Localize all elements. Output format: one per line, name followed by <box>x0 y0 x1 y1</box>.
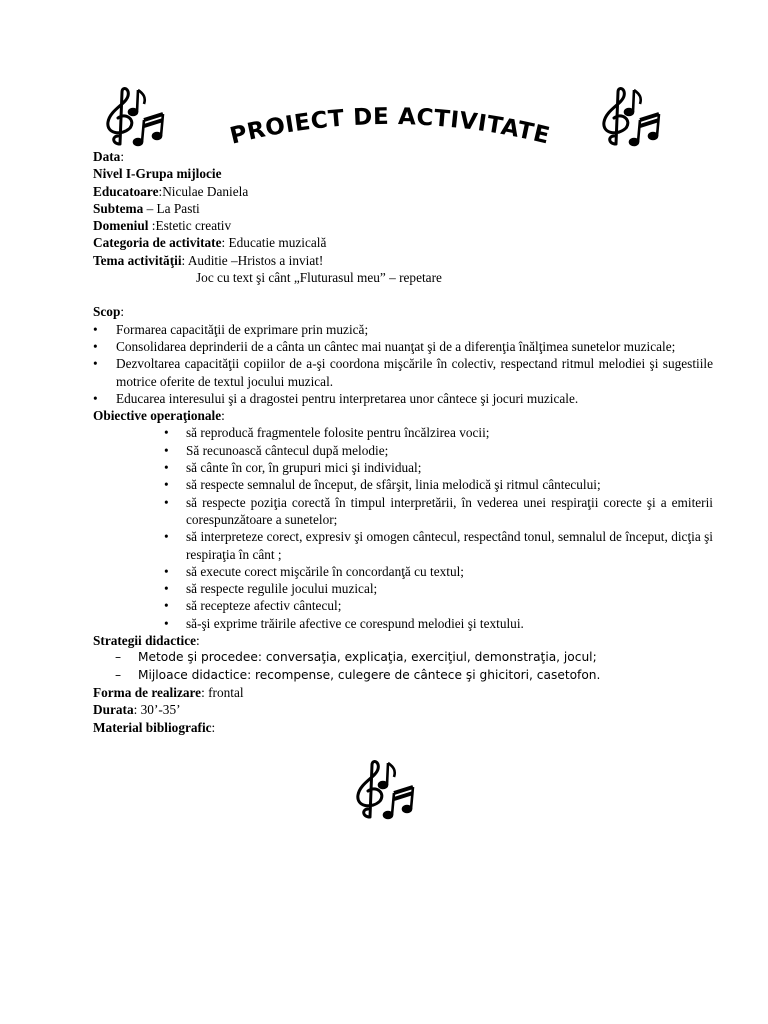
section-strategii-heading: Strategii didactice: <box>93 633 200 649</box>
field-nivel: Nivel I-Grupa mijlocie <box>93 166 222 182</box>
title-text: PROIECT DE ACTIVITATE <box>227 103 553 150</box>
music-notes-icon <box>350 757 420 823</box>
field-tema: Tema activităţii: Auditie –Hristos a inviat! <box>93 252 324 268</box>
document-body <box>93 148 713 736</box>
field-educatoare: Educatoare:Niculae Daniela <box>93 183 249 199</box>
svg-text:PROIECT DE ACTIVITATE <box>228 104 553 150</box>
list-item: • să respecte semnalul de început, de sfârşit, linia melodică şi ritmul cântecului; <box>164 476 713 493</box>
list-item: – Mijloace didactice: recompense, culegere de cântece şi ghicitori, casetofon. <box>93 667 713 684</box>
list-item: • să reproducă fragmentele folosite pentru încălzirea vocii; <box>164 424 713 441</box>
list-item: • să-şi exprime trăirile afective ce corespund melodiei şi textului. <box>164 615 713 632</box>
list-item: • să interpreteze corect, expresiv şi omogen cântecul, respectând tonul, semnalul de început, dicţia şi respiraţia în cânt ; <box>164 528 713 563</box>
obiective-list <box>93 424 713 632</box>
music-notes-icon <box>100 84 170 150</box>
list-item: – Metode şi procedee: conversaţia, explicaţia, exerciţiul, demonstraţia, jocul; <box>93 649 713 666</box>
list-item: • să respecte regulile jocului muzical; <box>164 580 713 597</box>
field-domeniul: Domeniul :Estetic creativ <box>93 218 232 234</box>
field-durata: Durata: 30’-35’ <box>93 702 181 718</box>
list-item: • Educarea interesului şi a dragostei pentru interpretarea unor cântece şi jocuri muzicale. <box>93 390 713 407</box>
list-item: • Formarea capacităţii de exprimare prin muzică; <box>93 321 713 338</box>
list-item: • să respecte poziţia corectă în timpul interpretării, în vederea unei respiraţii corecte şi a emiterii corespunzătoare a sunetelor; <box>164 494 713 529</box>
section-obiective-heading: Obiective operaţionale: <box>93 408 225 424</box>
list-item: • să recepteze afectiv cântecul; <box>164 597 713 614</box>
field-material: Material bibliografic: <box>93 719 216 735</box>
strategii-list <box>93 649 713 684</box>
list-item: • să cânte în cor, în grupuri mici şi individual; <box>164 459 713 476</box>
list-item: • Dezvoltarea capacităţii copiilor de a-şi coordona mişcările în colectiv, respectand ritmul melodiei şi sugestiile motrice oferite de textul jocului muzical. <box>93 355 713 390</box>
field-data: Data: <box>93 149 125 164</box>
music-notes-icon <box>596 84 666 150</box>
field-forma: Forma de realizare: frontal <box>93 684 244 700</box>
scop-list <box>93 321 713 407</box>
section-scop-heading: Scop: <box>93 304 125 320</box>
list-item: • Consolidarea deprinderii de a cânta un cântec mai nuanţat şi de a diferenţia înălţimea sunetelor muzicale; <box>93 338 713 355</box>
field-subtema: Subtema – La Pasti <box>93 200 200 216</box>
list-item: • să execute corect mişcările în concordanţă cu textul; <box>164 563 713 580</box>
field-categoria: Categoria de activitate: Educatie muzicală <box>93 235 327 251</box>
list-item: • Să recunoască cântecul după melodie; <box>164 442 713 459</box>
field-tema-continued: Joc cu text şi cânt „Fluturasul meu” – repetare <box>196 270 442 286</box>
